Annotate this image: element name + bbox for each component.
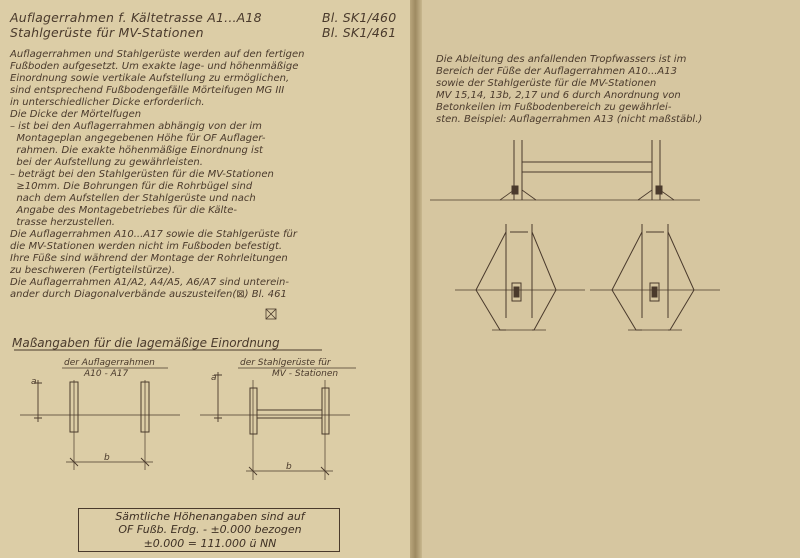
- sheet-reference-1: Bl. SK1/460: [322, 10, 397, 25]
- text-line: nach dem Aufstellen der Stahlgerüste und nach: [10, 193, 256, 204]
- frames-label-line2: A10 - A17: [84, 369, 129, 379]
- right-text-line: sowie der Stahlgerüste für die MV-Stationen: [436, 78, 657, 89]
- dim-a-label-left: a: [31, 377, 37, 387]
- dim-b-label-right: b: [286, 462, 292, 472]
- note-line-2: OF Fußb. Erdg. - ±0.000 bezogen: [118, 523, 302, 536]
- text-line: bei der Aufstellung zu gewährleisten.: [10, 157, 203, 168]
- measure-heading: Maßangaben für die lagemäßige Einordnung: [12, 336, 280, 350]
- text-line: – beträgt bei den Stahlgerüsten für die MV-Stationen: [10, 169, 274, 180]
- text-line: Montageplan angegebenen Höhe für OF Auflager-: [10, 133, 266, 144]
- right-text-line: sten. Beispiel: Auflagerrahmen A13 (nicht maßstäbl.): [436, 114, 703, 125]
- frames-label-line1: der Auflagerrahmen: [64, 358, 155, 368]
- gerueste-label-line2: MV - Stationen: [272, 369, 339, 379]
- text-line: zu beschweren (Fertigteilstürze).: [10, 265, 176, 276]
- text-line: Die Dicke der Mörtelfugen: [10, 109, 142, 120]
- right-text-line: Bereich der Füße der Auflagerrahmen A10...A13: [436, 66, 677, 77]
- note-line-1: Sämtliche Höhenangaben sind auf: [115, 510, 305, 523]
- dim-a-label-right: a: [211, 373, 217, 383]
- text-line: Ihre Füße sind während der Montage der Rohrleitungen: [10, 253, 288, 264]
- gerueste-label-line1: der Stahlgerüste für: [240, 358, 331, 368]
- text-line: sind entsprechend Fußbodengefälle Mörteifugen MG III: [10, 85, 285, 96]
- text-line: Die Auflagerrahmen A10...A17 sowie die Stahlgerüste für: [10, 229, 297, 240]
- text-line: – ist bei den Auflagerrahmen abhängig von der im: [10, 121, 262, 132]
- right-text-line: Betonkeilen im Fußbodenbereich zu gewährlei-: [436, 102, 672, 113]
- document-title-line2: Stahlgerüste für MV-Stationen: [10, 25, 204, 40]
- sheet-reference-2: Bl. SK1/461: [322, 25, 397, 40]
- text-line: Fußboden aufgesetzt. Um exakte lage- und höhenmäßige: [10, 61, 299, 72]
- right-text-line: Die Ableitung des anfallenden Tropfwassers ist im: [436, 54, 687, 65]
- right-text-line: MV 15,14, 13b, 2,17 und 6 durch Anordnung von: [436, 90, 681, 101]
- text-line: trasse herzustellen.: [10, 217, 115, 228]
- note-line-3: ±0.000 = 111.000 ü NN: [143, 537, 277, 550]
- text-line: Die Auflagerrahmen A1/A2, A4/A5, A6/A7 sind unterein-: [10, 277, 289, 288]
- text-line: rahmen. Die exakte höhenmäßige Einordnung ist: [10, 145, 263, 156]
- text-line: ≥10mm. Die Bohrungen für die Rohrbügel sind: [10, 181, 253, 192]
- dim-b-label-left: b: [104, 453, 110, 463]
- text-line: Auflagerrahmen und Stahlgerüste werden auf den fertigen: [10, 49, 305, 60]
- document-title-line1: Auflagerrahmen f. Kältetrasse A1...A18: [10, 10, 262, 25]
- text-line: die MV-Stationen werden nicht im Fußboden befestigt.: [10, 241, 283, 252]
- text-line: Einordnung sowie vertikale Aufstellung zu ermöglichen,: [10, 73, 290, 84]
- text-line: Angabe des Montagebetriebes für die Kälte-: [10, 205, 237, 216]
- text-line: in unterschiedlicher Dicke erforderlich.: [10, 97, 205, 108]
- text-line: ander durch Diagonalverbände auszusteifen(⊠) Bl. 461: [10, 289, 287, 300]
